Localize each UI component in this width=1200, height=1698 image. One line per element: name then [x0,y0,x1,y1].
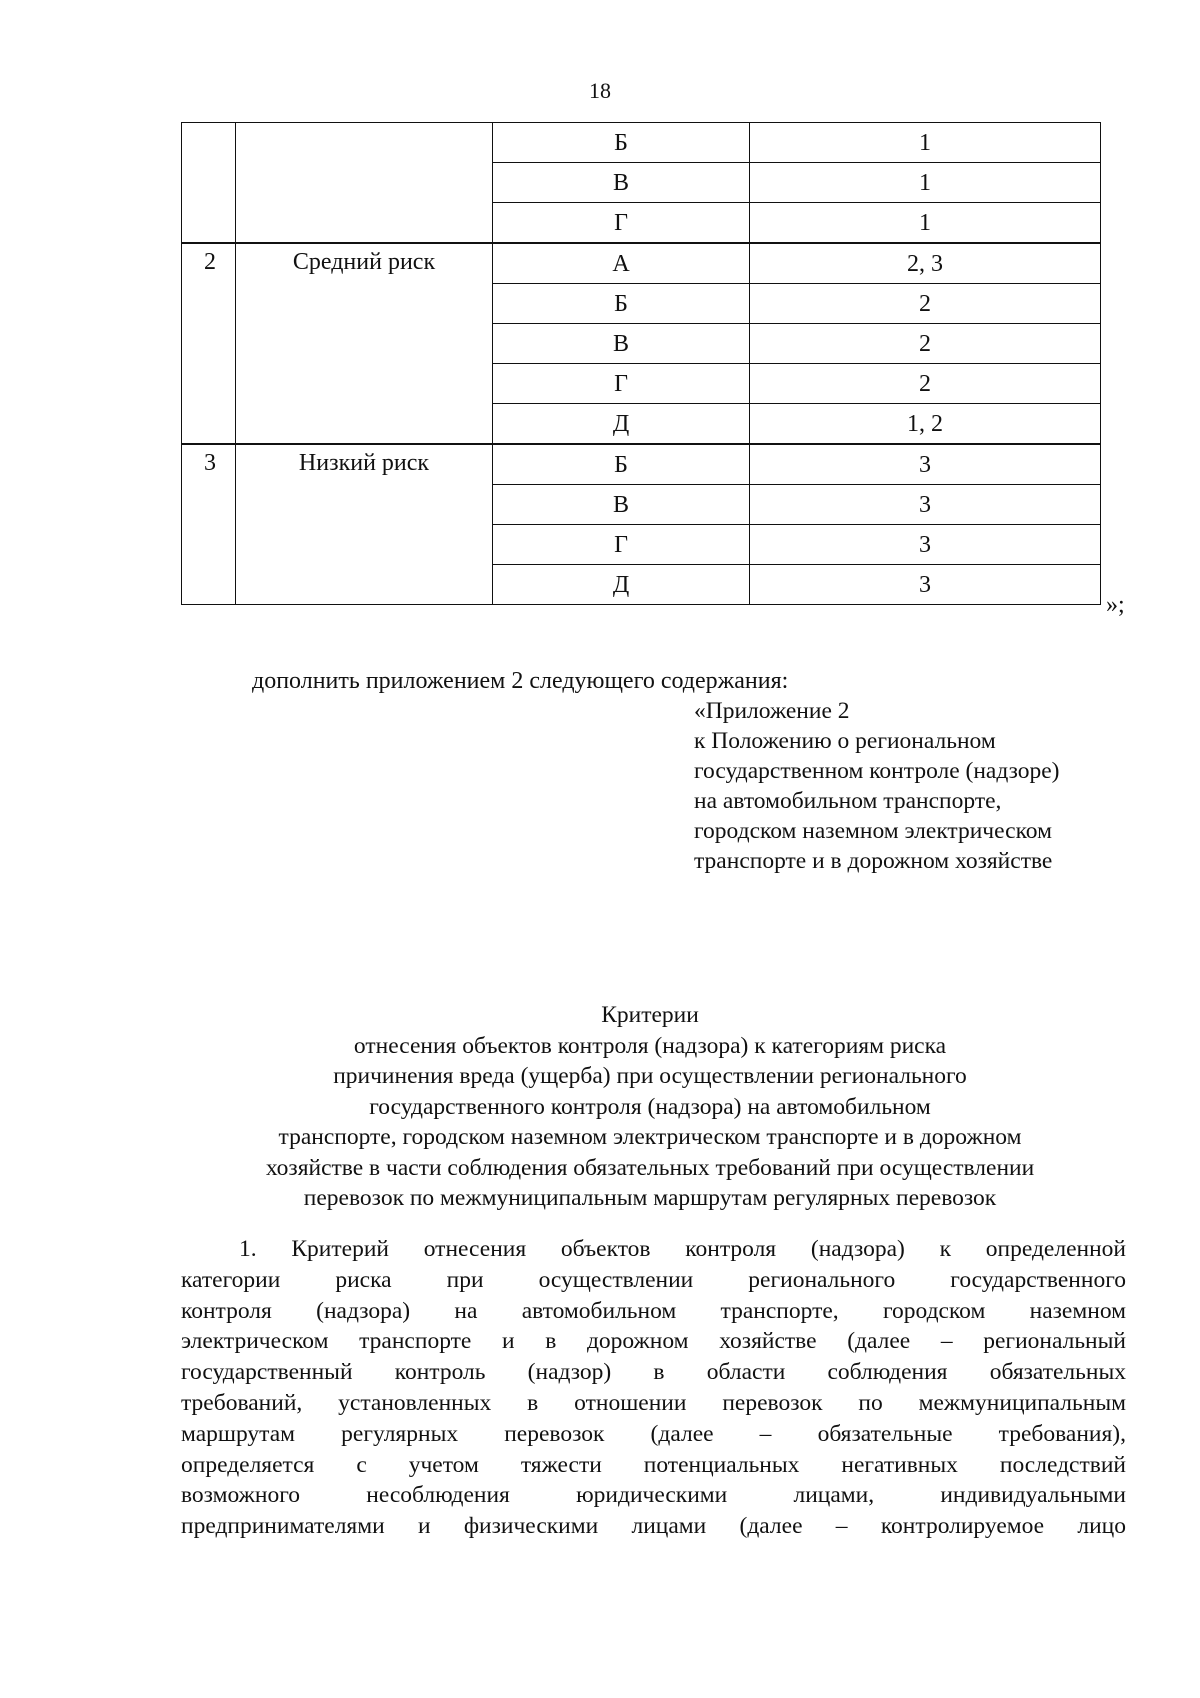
paragraph-line: категории риска при осуществлении регионального государственного [181,1266,1126,1293]
row-number-cell: 3 [182,444,236,605]
paragraph-line: контроля (надзора) на автомобильном транспорте, городском наземном [181,1297,1126,1324]
paragraph-line: предпринимателями и физическими лицами (далее – контролируемое лицо [181,1513,1126,1540]
value-cell: 3 [750,525,1101,565]
appendix-header-line: транспорте и в дорожном хозяйстве [694,848,1053,874]
table-row [182,444,1101,485]
criteria-title-line: перевозок по межмуниципальным маршрутам регулярных перевозок [303,1185,997,1211]
criteria-title-line: государственного контроля (надзора) на автомобильном [369,1093,931,1120]
paragraph-line: возможного несоблюдения юридическими лицами, индивидуальными [181,1482,1126,1509]
risk-level-cell [236,123,493,244]
appendix-header-line: к Положению о региональном [694,728,996,754]
value-cell: 1 [750,123,1101,163]
paragraph-1 [181,1234,1126,1542]
value-cell: 1 [750,203,1101,244]
category-cell: Г [493,525,750,565]
category-cell: Б [493,284,750,324]
criteria-title-line: отнесения объектов контроля (надзора) к категориям риска [353,1032,947,1059]
category-cell: Б [493,444,750,485]
category-cell: Б [493,123,750,163]
risk-category-table [181,122,1101,605]
appendix-header-line: «Приложение 2 [694,698,850,724]
criteria-title-line: Критерии [601,1002,699,1028]
category-cell: Г [493,203,750,244]
paragraph-line: электрическом транспорте и в дорожном хозяйстве (далее – региональный [181,1328,1126,1355]
criteria-title-line: транспорте, городском наземном электрическом транспорте и в дорожном [278,1124,1022,1150]
table-row [182,123,1101,163]
value-cell: 1 [750,163,1101,203]
risk-level-cell: Низкий риск [236,444,493,605]
category-cell: В [493,324,750,364]
table-closing-quote: »; [1106,592,1125,618]
appendix-header-line: городском наземном электрическом [694,818,1052,844]
criteria-title-line: хозяйстве в части соблюдения обязательных требований при осуществлении [265,1154,1035,1181]
paragraph-line: государственный контроль (надзор) в области соблюдения обязательных [181,1359,1126,1386]
value-cell: 3 [750,485,1101,525]
criteria-title [160,1000,1140,1214]
paragraph-line: маршрутам регулярных перевозок (далее – обязательные требования), [181,1420,1126,1447]
category-cell: А [493,243,750,284]
category-cell: В [493,485,750,525]
row-number-cell: 2 [182,243,236,444]
value-cell: 2 [750,364,1101,404]
category-cell: Г [493,364,750,404]
risk-level-cell: Средний риск [236,243,493,444]
value-cell: 1, 2 [750,404,1101,445]
category-cell: В [493,163,750,203]
paragraph-line: определяется с учетом тяжести потенциальных негативных последствий [181,1451,1126,1478]
page-number: 18 [589,78,611,103]
paragraph-line: 1. Критерий отнесения объектов контроля (надзора) к определенной [239,1236,1126,1262]
appendix-header-line: на автомобильном транспорте, [694,788,1002,814]
table-row [182,243,1101,284]
appendix-header [694,696,1060,876]
category-cell: Д [493,565,750,605]
value-cell: 3 [750,444,1101,485]
appendix-header-line: государственном контроле (надзоре) [694,758,1060,784]
criteria-title-line: причинения вреда (ущерба) при осуществлении регионального [333,1063,967,1089]
row-number-cell [182,123,236,244]
value-cell: 2 [750,324,1101,364]
amendment-intro-text: дополнить приложением 2 следующего содержания: [252,668,789,694]
value-cell: 2, 3 [750,243,1101,284]
paragraph-line: требований, установленных в отношении перевозок по межмуниципальным [181,1389,1126,1416]
value-cell: 3 [750,565,1101,605]
category-cell: Д [493,404,750,445]
value-cell: 2 [750,284,1101,324]
